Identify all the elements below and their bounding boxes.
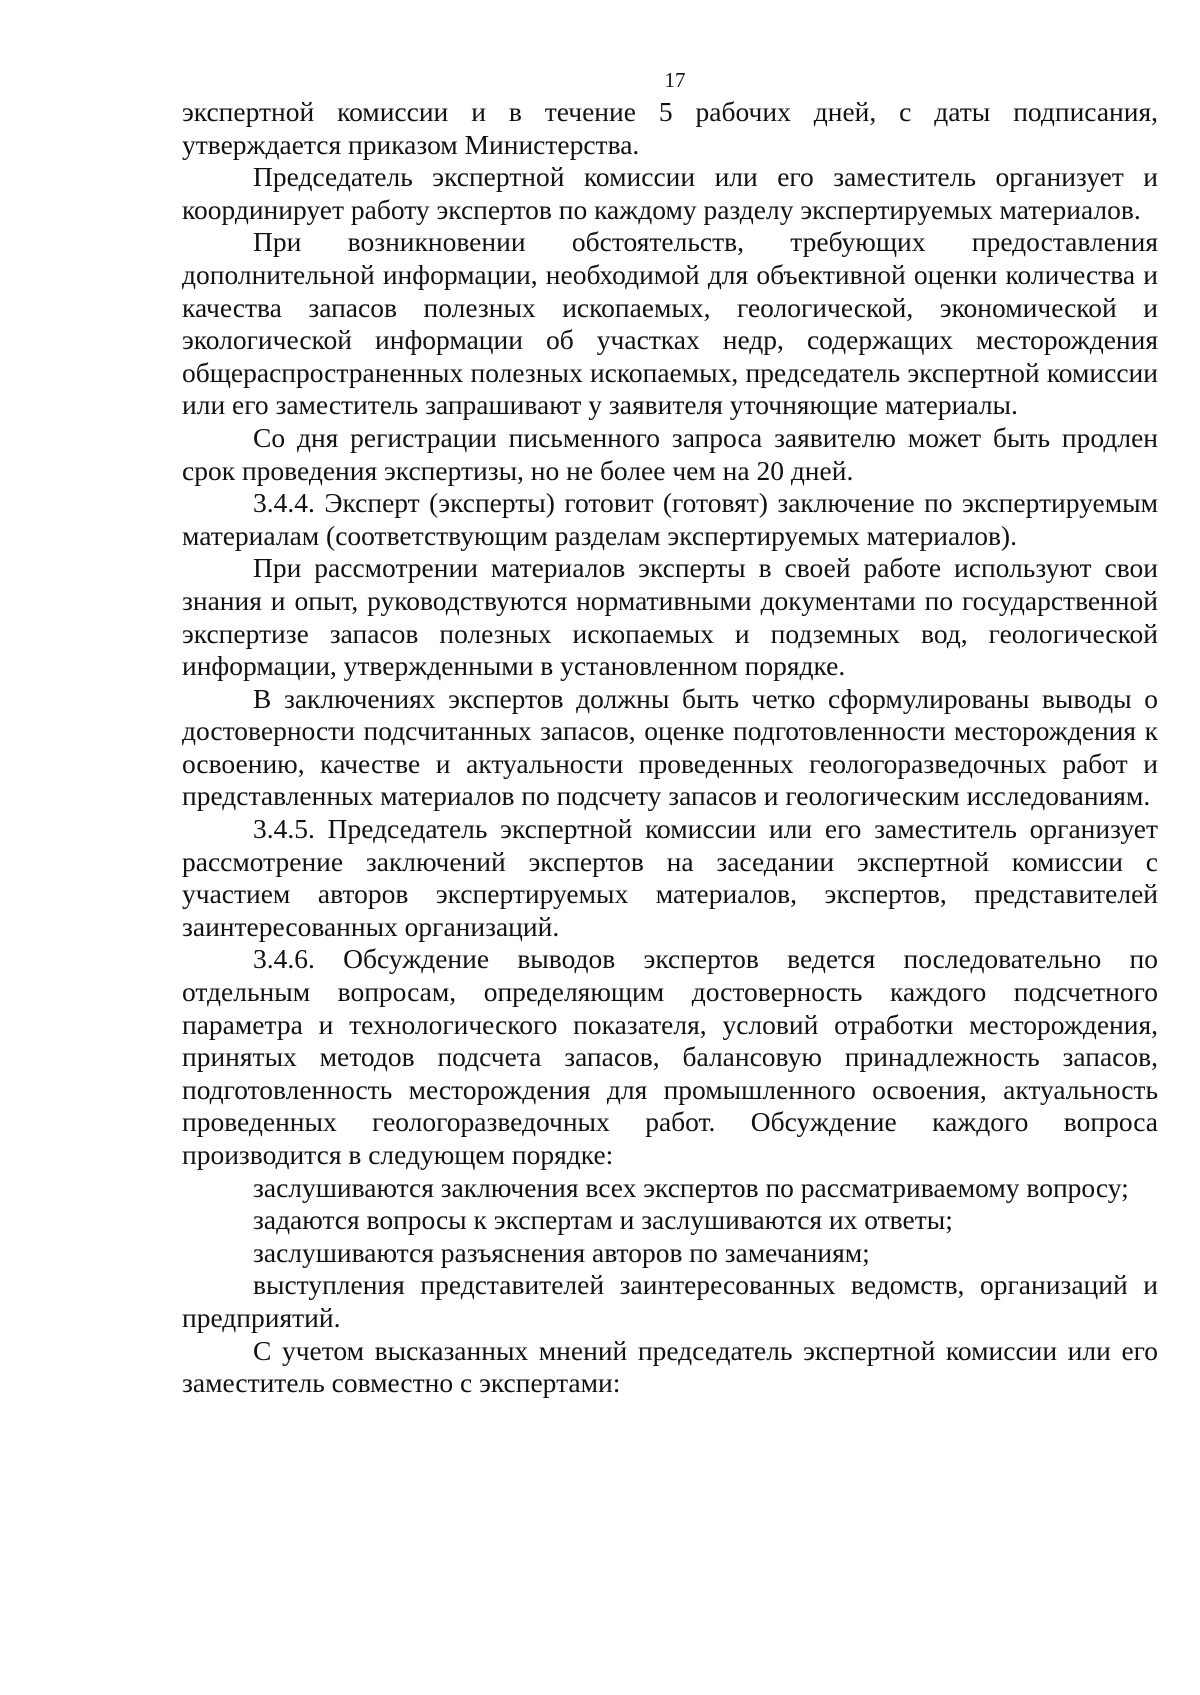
paragraph-additional-info-request: При возникновении обстоятельств, требующих предоставления дополнительной информации, необходимой для объективной оценки количества и качества запасов полезных ископаемых, геологической, экономической и экологической информации об участках недр, содержащих месторождения общераспространенных полезных ископаемых, председатель экспертной комиссии или его заместитель запрашивают у заявителя уточняющие материалы. <box>182 226 1158 421</box>
list-item-questions: задаются вопросы к экспертам и заслушиваются их ответы; <box>253 1204 953 1236</box>
page-number: 17 <box>664 68 686 92</box>
paragraph-chairman-organizes: Председатель экспертной комиссии или его заместитель организует и координирует работу экспертов по каждому разделу экспертируемых материалов. <box>182 161 1158 225</box>
list-item-authors-explanations: заслушиваются разъяснения авторов по замечаниям; <box>253 1236 870 1268</box>
paragraph-conclusions-content: В заключениях экспертов должны быть четко сформулированы выводы о достоверности подсчитанных запасов, оценке подготовленности месторождения к освоению, качестве и актуальности проведенных геологоразведочных работ и представленных материалов по подсчету запасов и геологическим исследованиям. <box>182 682 1158 812</box>
paragraph-3-4-4: 3.4.4. Эксперт (эксперты) готовит (готовят) заключение по экспертируемым материалам (соответствующим разделам экспертируемых материалов). <box>182 487 1158 551</box>
paragraph-continuation: экспертной комиссии и в течение 5 рабочих дней, с даты подписания, утверждается приказом Министерства. <box>182 96 1158 160</box>
paragraph-final-opinion: С учетом высказанных мнений председатель экспертной комиссии или его заместитель совместно с экспертами: <box>182 1334 1158 1399</box>
paragraph-3-4-5: 3.4.5. Председатель экспертной комиссии или его заместитель организует рассмотрение заключений экспертов на заседании экспертной комиссии с участием авторов экспертируемых материалов, экспертов, представителей заинтересованных организаций. <box>182 813 1158 942</box>
list-item-representatives: выступления представителей заинтересованных ведомств, организаций и предприятий. <box>182 1269 1158 1333</box>
list-item-hear-conclusions: заслушиваются заключения всех экспертов по рассматриваемому вопросу; <box>253 1171 1129 1203</box>
paragraph-extension-term: Со дня регистрации письменного запроса заявителю может быть продлен срок проведения экспертизы, но не более чем на 20 дней. <box>182 421 1158 486</box>
document-body <box>182 96 1158 1400</box>
paragraph-3-4-6: 3.4.6. Обсуждение выводов экспертов ведется последовательно по отдельным вопросам, определяющим достоверность каждого подсчетного параметра и технологического показателя, условий отработки месторождения, принятых методов подсчета запасов, балансовую принадлежность запасов, подготовленность месторождения для промышленного освоения, актуальность проведенных геологоразведочных работ. Обсуждение каждого вопроса производится в следующем порядке: <box>182 943 1158 1170</box>
paragraph-experts-knowledge: При рассмотрении материалов эксперты в своей работе используют свои знания и опыт, руководствуются нормативными документами по государственной экспертизе запасов полезных ископаемых и подземных вод, геологической информации, утвержденными в установленном порядке. <box>182 552 1158 682</box>
